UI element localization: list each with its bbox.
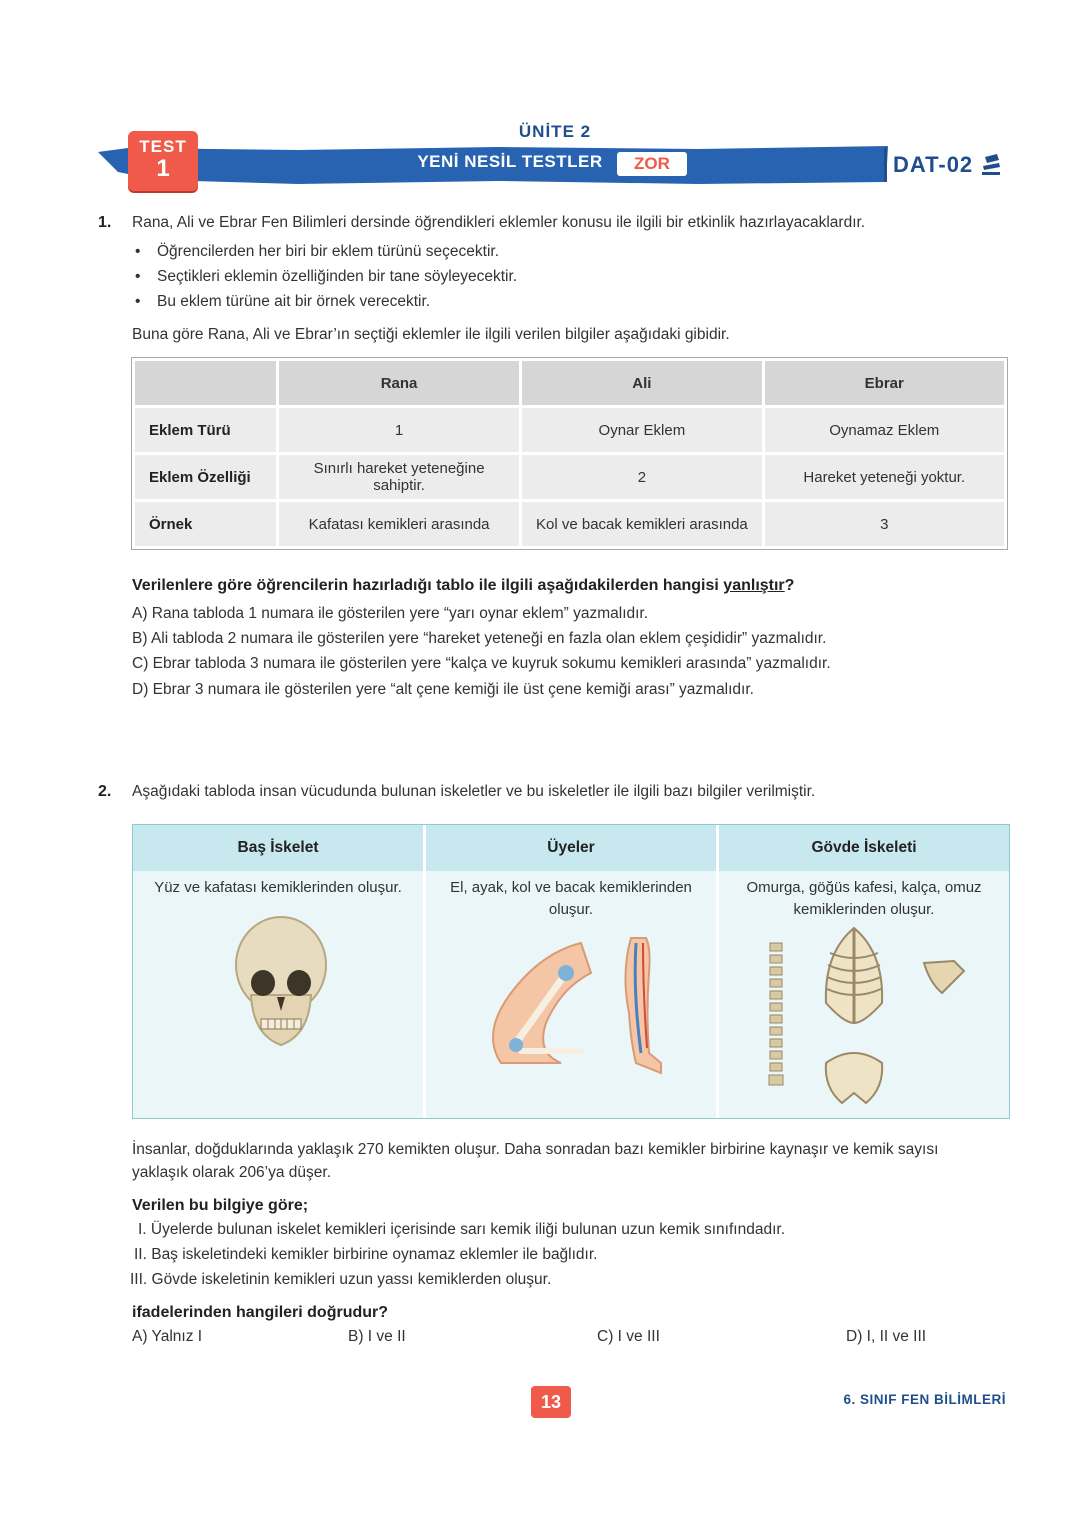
question-1-stem [132,576,1012,596]
table-row [134,454,1006,501]
column-description: Omurga, göğüs kafesi, kalça, omuz kemiklerinden oluşur. [746,879,982,918]
table-cell: 1 [277,407,520,454]
question-2-lead: Verilen bu bilgiye göre; [132,1197,309,1214]
test-code-text: DAT-02 [893,152,974,177]
skeleton-table [132,824,1010,1119]
table-cell: Kafatası kemikleri arasında [277,501,520,548]
option-b[interactable]: B) I ve II [348,1328,406,1345]
question-1-number: 1. [98,214,112,231]
unit-title: ÜNİTE 2 [518,122,592,141]
question-1-bullet: • Seçtikleri eklemin özelliğinden bir tane söyleyecektir. [157,268,517,286]
question-2-info-line-2: yaklaşık olarak 206’ya düşer. [132,1164,332,1181]
column-description: Yüz ve kafatası kemiklerinden oluşur. [154,879,402,896]
table-row [134,501,1006,548]
table-header-row [134,360,1006,407]
table-header-cell: Ebrar [763,360,1005,407]
column-title: Baş İskelet [133,825,423,871]
option-d[interactable]: D) I, II ve III [846,1328,927,1345]
option-c[interactable]: C) Ebrar tabloda 3 numara ile gösterilen yere “kalça ve kuyruk sokumu kemikleri arasında” yazmalıdır. [132,655,831,672]
column-title: Üyeler [426,825,716,871]
row-label: Eklem Türü [134,407,278,454]
option-a[interactable]: A) Rana tabloda 1 numara ile gösterilen yere “yarı oynar eklem” yazmalıdır. [132,605,649,622]
table-header-cell [134,360,278,407]
statement: III. Gövde iskeletinin kemikleri uzun yassı kemiklerden oluşur. [130,1271,552,1288]
option-a[interactable]: A) Yalnız I [132,1328,203,1345]
column-title: Gövde İskeleti [719,825,1009,871]
page-number: 13 [531,1386,571,1418]
course-title: 6. SINIF FEN BİLİMLERİ [843,1392,1006,1407]
section-title: YENİ NESİL TESTLER [417,152,603,171]
skeleton-column-limbs [426,825,716,1118]
question-1-stem-end: ? [784,577,795,594]
question-2-info-line-1: İnsanlar, doğduklarında yaklaşık 270 kemikten oluşur. Daha sonradan bazı kemikler birbirine kaynaşır ve kemik sayısı [132,1141,939,1158]
question-2-stem: ifadelerinden hangileri doğrudur? [132,1304,389,1321]
difficulty-badge: ZOR [617,152,687,176]
row-label: Örnek [134,501,278,548]
option-c[interactable]: C) I ve III [597,1328,660,1345]
question-1-bullet: • Bu eklem türüne ait bir örnek verecektir. [157,293,430,311]
row-label: Eklem Özelliği [134,454,278,501]
test-number: 1 [156,155,170,182]
statement: I. Üyelerde bulunan iskelet kemikleri içerisinde sarı kemik iliği bulunan uzun kemik sınıfındadır. [138,1221,785,1238]
test-label: TEST [139,137,187,156]
table-header-cell: Rana [277,360,520,407]
limb-bones-image [471,933,671,1083]
table-cell: Oynar Eklem [521,407,763,454]
column-description: El, ayak, kol ve bacak kemiklerinden oluşur. [450,879,692,918]
table-row [134,407,1006,454]
trunk-bones-image [754,923,974,1113]
table-cell: Oynamaz Eklem [763,407,1005,454]
book-stack-icon [980,152,1002,176]
question-2-intro: Aşağıdaki tabloda insan vücudunda bulunan iskeletler ve bu iskeletler ile ilgili bazı bilgiler verilmiştir. [132,783,816,800]
joint-table [132,358,1007,549]
test-badge [128,131,198,191]
question-1-bullet: • Öğrencilerden her biri bir eklem türünü seçecektir. [157,243,499,261]
skeleton-column-trunk [719,825,1009,1118]
skull-image [233,915,329,1055]
table-cell: 2 [521,454,763,501]
statement: II. Baş iskeletindeki kemikler birbirine oynamaz eklemler ile bağlıdır. [134,1246,598,1263]
question-1-lead: Buna göre Rana, Ali ve Ebrar’ın seçtiği eklemler ile ilgili verilen bilgiler aşağıdaki gibidir. [132,326,730,343]
question-1-stem-text: Verilenlere göre öğrencilerin hazırladığı tablo ile ilgili aşağıdakilerden hangisi [132,577,724,594]
table-cell: Hareket yeteneği yoktur. [763,454,1005,501]
table-cell: Kol ve bacak kemikleri arasında [521,501,763,548]
table-header-cell: Ali [521,360,763,407]
option-b[interactable]: B) Ali tabloda 2 numara ile gösterilen yere “hareket yeteneği en fazla olan eklem çeşididir” yazmalıdır. [132,630,827,647]
test-code [884,148,1002,182]
option-d[interactable]: D) Ebrar 3 numara ile gösterilen yere “alt çene kemiği ile üst çene kemiği arası” yazmalıdır. [132,681,754,698]
question-1-intro: Rana, Ali ve Ebrar Fen Bilimleri dersinde öğrendikleri eklemler konusu ile ilgili bir etkinlik hazırlayacaklardır. [132,214,866,231]
table-cell: 3 [763,501,1005,548]
skeleton-column-head [133,825,423,1118]
question-2-number: 2. [98,783,112,800]
table-cell: Sınırlı hareket yeteneğine sahiptir. [277,454,520,501]
question-1-keyword: yanlıştır [723,577,785,594]
